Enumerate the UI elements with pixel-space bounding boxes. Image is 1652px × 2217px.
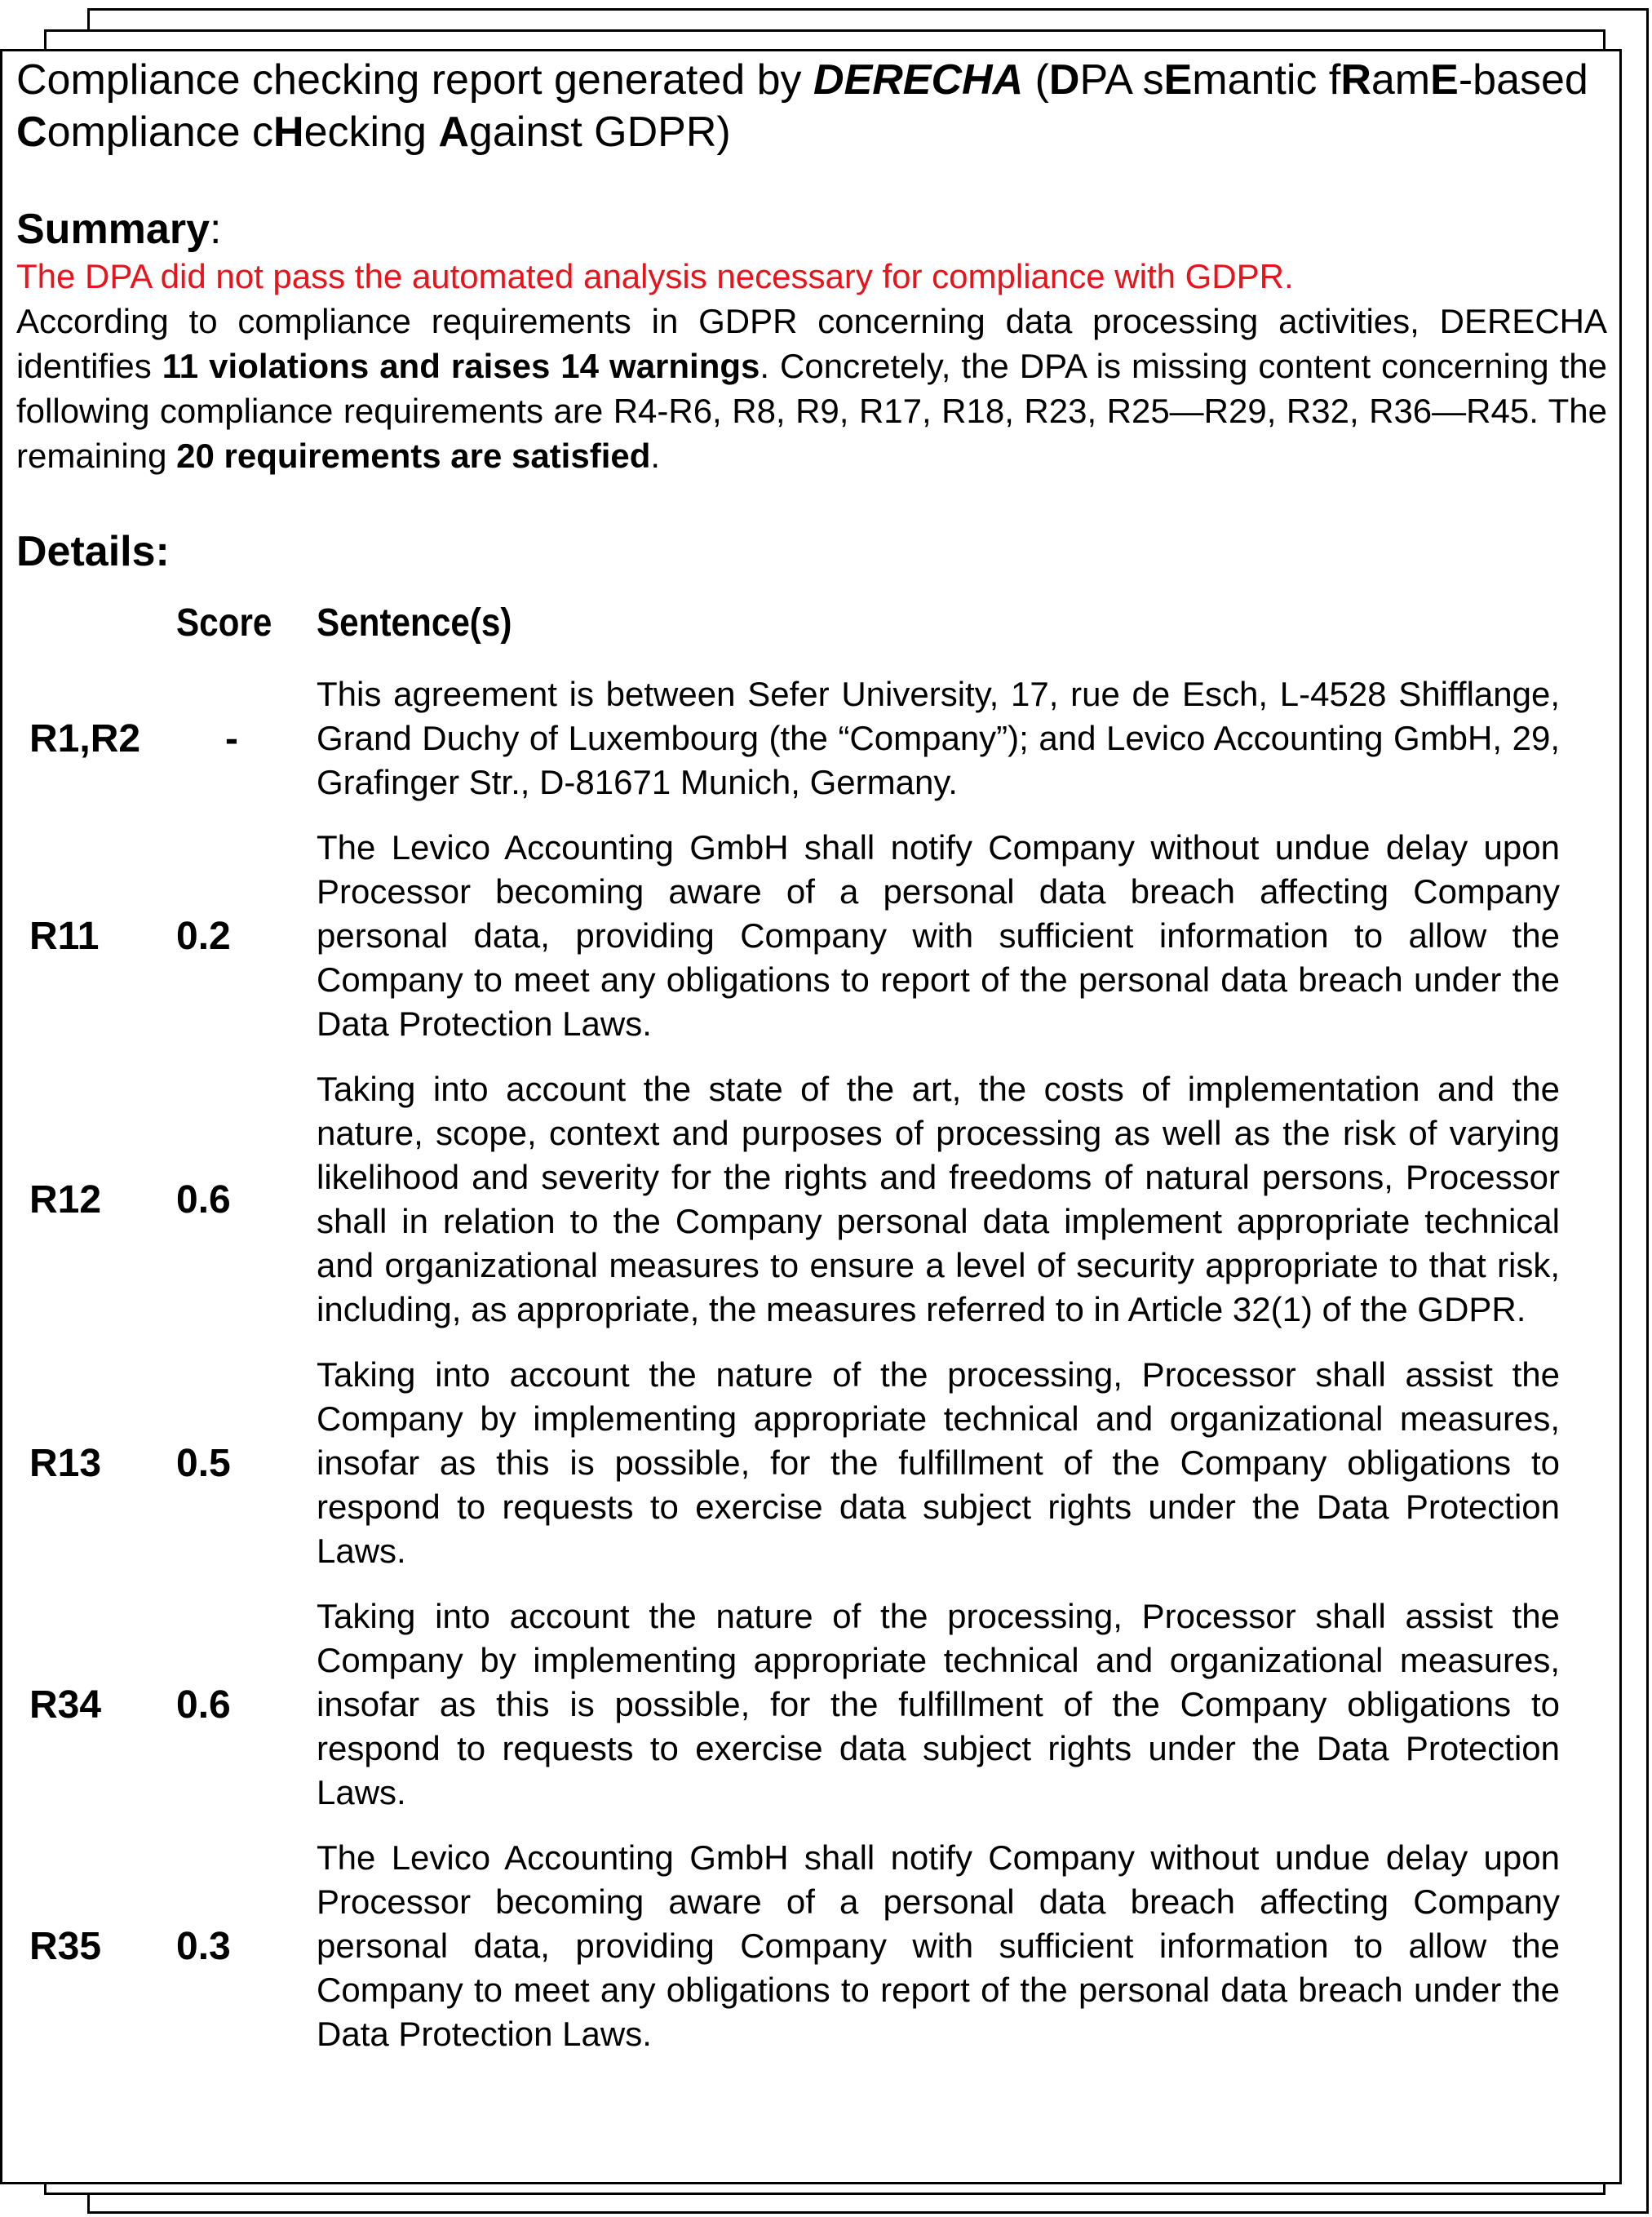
requirement-score: 0.5 <box>176 1441 231 1485</box>
requirement-id: R1,R2 <box>29 716 141 760</box>
title-fragment: am <box>1371 56 1431 104</box>
requirement-id: R34 <box>29 1683 102 1727</box>
title-fragment: PA s <box>1079 56 1164 104</box>
summary-body <box>16 254 1607 478</box>
detail-row <box>16 672 1607 805</box>
title-fragment: ompliance c <box>47 109 274 156</box>
title-fragment: E <box>1430 56 1459 104</box>
summary-heading-text: Summary <box>16 206 210 253</box>
matched-sentence: The Levico Accounting GmbH shall notify Company without undue delay upon Processor becoming aware of a personal data breach affecting Company personal data, providing Company with sufficient information to allow the Company to meet any obligations to report of the personal data breach under the Data Protection Laws. <box>317 1838 1560 2053</box>
summary-heading <box>16 205 1607 254</box>
title-fragment: C <box>16 109 47 156</box>
title-prefix: Compliance checking report generated by <box>16 56 814 104</box>
title-fragment: gainst GDPR) <box>468 109 731 156</box>
brand-name: DERECHA <box>813 56 1024 104</box>
detail-row <box>16 1836 1607 2056</box>
summary-text-fragment: . Concretely, the DPA is missing content concerning the following compliance requirements are R4-R6, R8, R9, R17, R18, R23, R25—R29, R32, R36—R45. The remaining <box>16 347 1607 475</box>
details-heading: Details: <box>16 528 170 575</box>
title-fragment: R <box>1340 56 1371 104</box>
requirement-score: 0.6 <box>176 1683 231 1727</box>
matched-sentence: Taking into account the nature of the processing, Processor shall assist the Company by implementing appropriate technical and organizational measures, insofar as this is possible, for the fulfillment of the Company obligations to respond to requests to exercise data subject rights under the Data Protection Laws. <box>317 1597 1560 1811</box>
title-fragment: -based <box>1458 56 1588 104</box>
details-rows <box>16 672 1607 2056</box>
title-fragment: ( <box>1023 56 1049 104</box>
sentence-column-header: Sentence(s) <box>317 601 512 645</box>
compliance-fail-notice: The DPA did not pass the automated analysis necessary for compliance with GDPR. <box>16 257 1294 295</box>
detail-row <box>16 826 1607 1046</box>
summary-highlight: 11 violations and raises 14 warnings <box>162 347 760 385</box>
summary-highlight: 20 requirements are satisfied <box>176 437 651 475</box>
matched-sentence: The Levico Accounting GmbH shall notify Company without undue delay upon Processor becoming aware of a personal data breach affecting Company personal data, providing Company with sufficient information to allow the Company to meet any obligations to report of the personal data breach under the Data Protection Laws. <box>317 828 1560 1043</box>
title-fragment: ecking <box>303 109 439 156</box>
title-fragment: H <box>273 109 304 156</box>
requirement-id: R12 <box>29 1177 102 1222</box>
summary-text-fragment: . <box>650 437 661 475</box>
requirement-score: 0.2 <box>176 914 231 958</box>
summary-heading-colon: : <box>210 206 222 253</box>
title-fragment: D <box>1048 56 1080 104</box>
requirement-id: R11 <box>29 914 100 958</box>
report-content <box>16 54 1607 2056</box>
report-title <box>16 54 1607 158</box>
requirement-id: R13 <box>29 1441 102 1485</box>
requirement-score: 0.6 <box>176 1177 231 1222</box>
matched-sentence: Taking into account the nature of the processing, Processor shall assist the Company by implementing appropriate technical and organizational measures, insofar as this is possible, for the fulfillment of the Company obligations to respond to requests to exercise data subject rights under the Data Protection Laws. <box>317 1355 1560 1570</box>
title-fragment: mantic f <box>1192 56 1341 104</box>
score-column-header: Score <box>176 601 272 645</box>
matched-sentence: Taking into account the state of the art, the costs of implementation and the nature, scope, context and purposes of processing as well as the risk of varying likelihood and severity for the rights and freedoms of natural persons, Processor shall in relation to the Company personal data implement appropriate technical and organizational measures to ensure a level of security appropriate to that risk, including, as appropriate, the measures referred to in Article 32(1) of the GDPR. <box>317 1070 1560 1328</box>
detail-row <box>16 1594 1607 1815</box>
detail-row <box>16 1353 1607 1573</box>
details-header-row <box>16 594 1607 651</box>
summary-paragraph <box>16 302 1607 475</box>
details-table <box>16 594 1607 2056</box>
requirement-id: R35 <box>29 1924 102 1968</box>
requirement-score: 0.3 <box>176 1924 231 1968</box>
matched-sentence: This agreement is between Sefer University, 17, rue de Esch, L-4528 Shifflange, Grand Duchy of Luxembourg (the “Company”); and Levico Accounting GmbH, 29, Grafinger Str., D-81671 Munich, Germany. <box>317 675 1560 801</box>
title-fragment: E <box>1163 56 1193 104</box>
title-fragment: A <box>438 109 469 156</box>
summary-text-fragment: According to compliance requirements in GDPR concerning data processing activities, DERECHA identifies <box>16 302 1607 385</box>
requirement-score: - <box>225 716 238 760</box>
detail-row <box>16 1067 1607 1332</box>
